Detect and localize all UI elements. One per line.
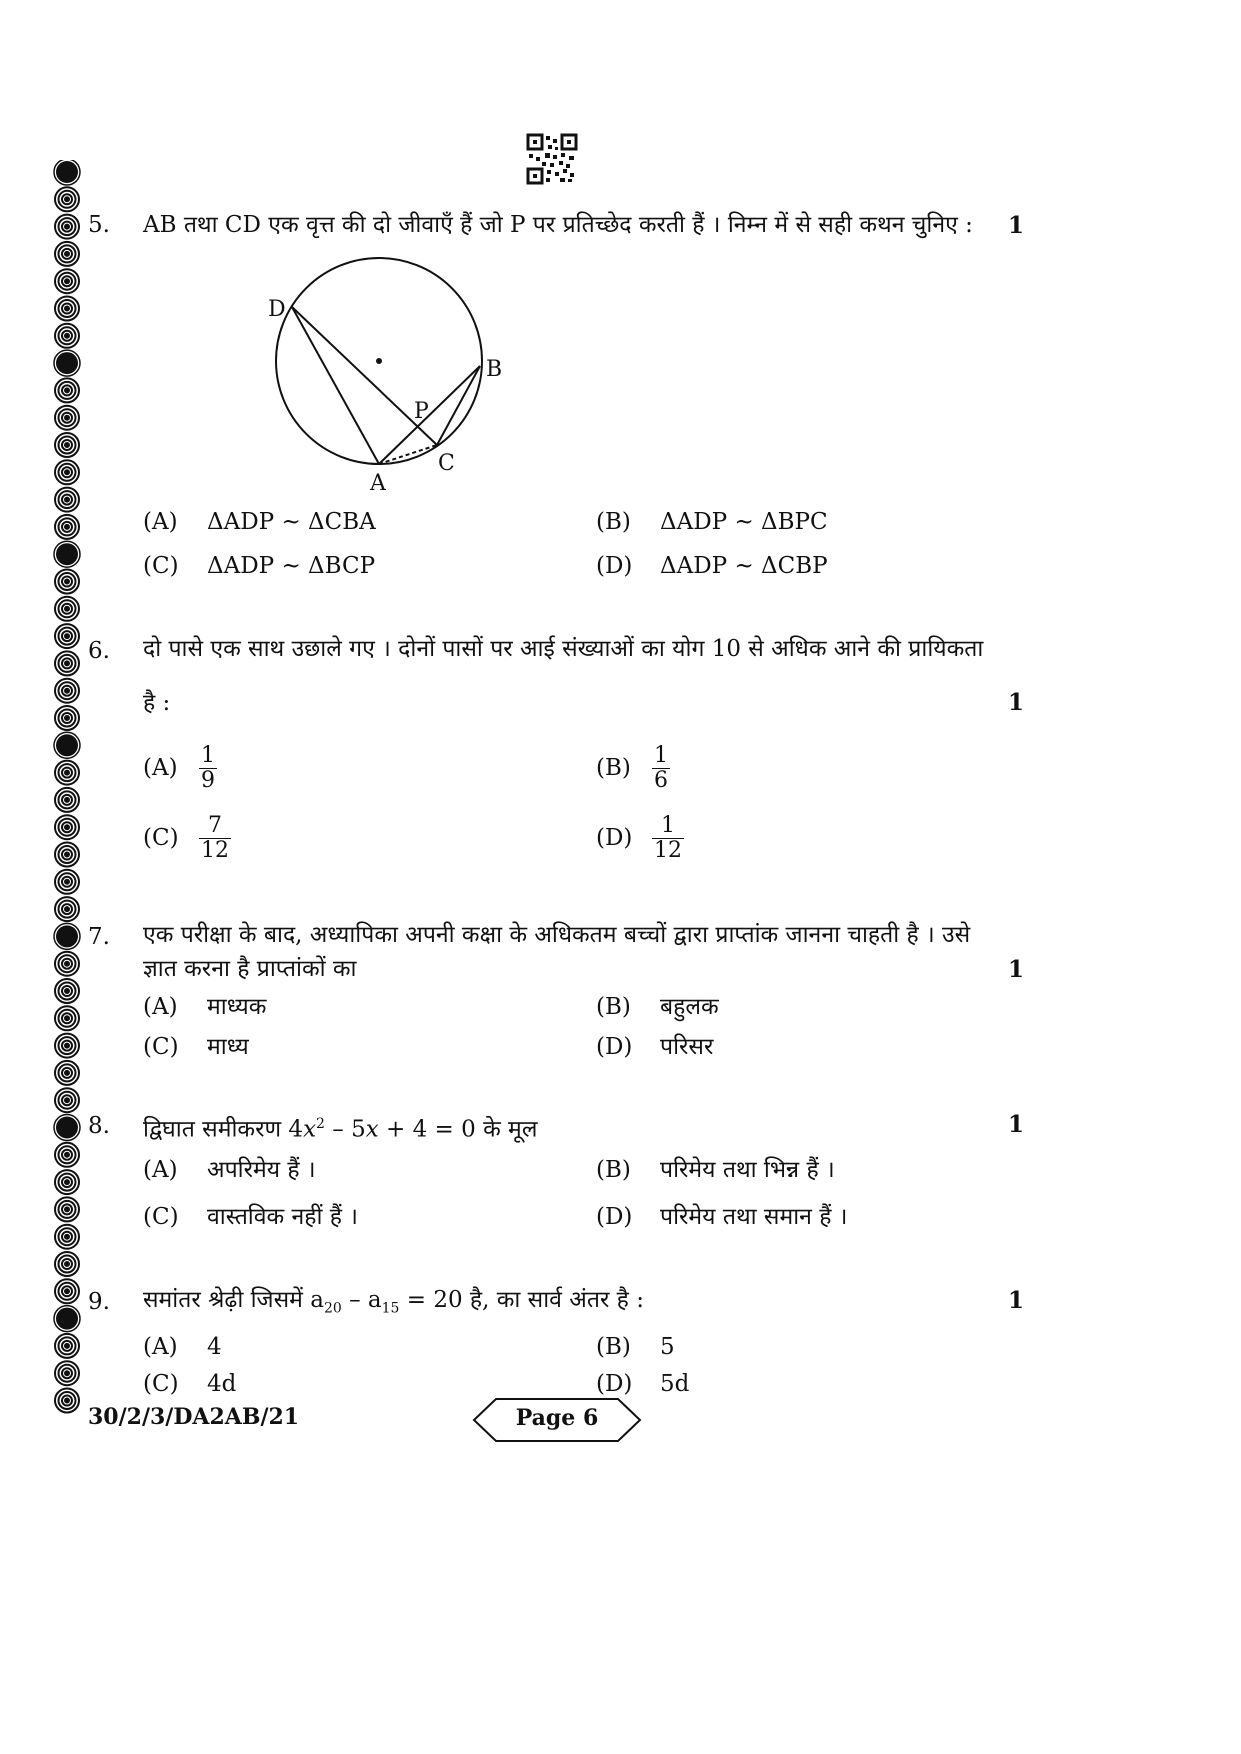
margin-bullet bbox=[55, 488, 79, 512]
margin-bullet bbox=[55, 624, 79, 648]
option-text: ΔADP ~ ΔBCP bbox=[207, 553, 376, 579]
question-9-number: 9. bbox=[88, 1289, 110, 1315]
margin-bullet bbox=[55, 1334, 79, 1358]
page-number: Page 6 bbox=[515, 1405, 599, 1431]
q7-option-c[interactable] bbox=[143, 1032, 249, 1062]
option-text: माध्य bbox=[207, 1034, 249, 1060]
label-b: B bbox=[486, 357, 503, 382]
margin-bullet bbox=[55, 761, 79, 785]
q7-option-d[interactable] bbox=[596, 1032, 713, 1062]
question-6-number: 6. bbox=[88, 638, 110, 664]
q9-option-a[interactable] bbox=[143, 1332, 222, 1362]
option-label: (C) bbox=[143, 1034, 179, 1060]
margin-bullet bbox=[55, 597, 79, 621]
qr-code bbox=[526, 133, 578, 185]
margin-bullet bbox=[55, 378, 79, 402]
margin-bullet bbox=[55, 297, 79, 321]
option-label: (C) bbox=[143, 824, 179, 851]
question-6-text-line2: है : bbox=[143, 690, 171, 716]
margin-bullet bbox=[55, 433, 79, 457]
fraction: $\frac{1}{9}$ bbox=[201, 743, 215, 793]
margin-bullet bbox=[55, 460, 79, 484]
margin-bullet bbox=[55, 242, 79, 266]
margin-bullet bbox=[55, 1361, 79, 1385]
option-text: 5d bbox=[660, 1371, 690, 1397]
margin-bullet bbox=[55, 1061, 79, 1085]
margin-bullet bbox=[55, 897, 79, 921]
question-8-number: 8. bbox=[88, 1113, 110, 1139]
option-text: 4d bbox=[207, 1371, 237, 1397]
margin-bullet bbox=[55, 979, 79, 1003]
option-text: 5 bbox=[660, 1334, 675, 1360]
question-9-text: समांतर श्रेढ़ी जिसमें $a_{20} - a_{15} = 20$ है, का सार्व अंतर है : bbox=[143, 1287, 644, 1317]
q9-option-b[interactable] bbox=[596, 1332, 675, 1362]
option-label: (D) bbox=[596, 1371, 633, 1397]
q5-option-c[interactable] bbox=[143, 551, 375, 581]
question-7-marks: 1 bbox=[1008, 956, 1025, 983]
segment-da bbox=[292, 307, 379, 464]
option-label: (B) bbox=[596, 1334, 631, 1360]
margin-bullet bbox=[55, 215, 79, 239]
margin-bullet bbox=[54, 732, 80, 758]
margin-bullet bbox=[55, 570, 79, 594]
option-label: (D) bbox=[596, 1204, 633, 1230]
fraction: $\frac{7}{12}$ bbox=[201, 813, 229, 863]
margin-bullet bbox=[55, 187, 79, 211]
option-label: (A) bbox=[143, 1157, 178, 1183]
option-text: परिमेय तथा समान हैं । bbox=[660, 1204, 848, 1230]
margin-bullet bbox=[55, 651, 79, 675]
margin-bullet bbox=[55, 1279, 79, 1303]
margin-bullet bbox=[55, 952, 79, 976]
margin-bullet-column bbox=[52, 160, 82, 1430]
circle-chords-figure bbox=[262, 250, 522, 495]
question-5-text: AB तथा CD एक वृत्त की दो जीवाएँ हैं जो P पर प्रतिच्छेद करती हैं । निम्न में से सही कथन चुनिए : bbox=[143, 212, 973, 238]
margin-bullet bbox=[55, 870, 79, 894]
option-text: ΔADP ~ ΔCBA bbox=[207, 509, 376, 535]
option-label: (B) bbox=[596, 1157, 631, 1183]
margin-bullet bbox=[55, 269, 79, 293]
margin-bullet bbox=[55, 706, 79, 730]
question-7-text-line2: ज्ञात करना है प्राप्तांकों का bbox=[143, 956, 357, 982]
question-6-text-line1: दो पासे एक साथ उछाले गए । दोनों पासों पर आई संख्याओं का योग 10 से अधिक आने की प्रायिकता bbox=[143, 636, 984, 662]
margin-bullet bbox=[54, 541, 80, 567]
margin-bullet bbox=[55, 1197, 79, 1221]
q6-option-b[interactable] bbox=[596, 744, 670, 793]
question-6-marks: 1 bbox=[1008, 689, 1025, 716]
margin-bullet bbox=[54, 1306, 80, 1332]
q7-option-a[interactable] bbox=[143, 992, 266, 1022]
q7-option-b[interactable] bbox=[596, 992, 719, 1022]
q8-option-c[interactable] bbox=[143, 1202, 358, 1232]
label-c: C bbox=[438, 451, 455, 476]
fraction: $\frac{1}{6}$ bbox=[654, 743, 668, 793]
q6-option-a[interactable] bbox=[143, 744, 217, 793]
q8-option-d[interactable] bbox=[596, 1202, 847, 1232]
label-p: P bbox=[414, 399, 429, 424]
question-7-text-line1: एक परीक्षा के बाद, अध्यापिका अपनी कक्षा के अधिकतम बच्चों द्वारा प्राप्तांक जानना चाहती है । उसे bbox=[143, 922, 971, 948]
margin-bullet bbox=[55, 1088, 79, 1112]
option-text: परिसर bbox=[660, 1034, 714, 1060]
margin-bullet bbox=[55, 406, 79, 430]
margin-bullet bbox=[55, 1034, 79, 1058]
option-text: 4 bbox=[207, 1334, 222, 1360]
margin-bullet bbox=[55, 1006, 79, 1030]
option-text: बहुलक bbox=[660, 994, 719, 1020]
margin-bullet bbox=[55, 324, 79, 348]
option-text: अपरिमेय हैं । bbox=[207, 1157, 316, 1183]
option-label: (B) bbox=[596, 754, 631, 781]
option-label: (A) bbox=[143, 509, 178, 535]
paper-code: 30/2/3/DA2AB/21 bbox=[88, 1404, 300, 1430]
chord-ab bbox=[379, 366, 480, 464]
fraction: $\frac{1}{12}$ bbox=[654, 813, 682, 863]
option-label: (C) bbox=[143, 1371, 179, 1397]
margin-bullet bbox=[55, 1389, 79, 1413]
option-label: (C) bbox=[143, 1204, 179, 1230]
margin-bullet bbox=[55, 1252, 79, 1276]
q6-option-d[interactable] bbox=[596, 814, 684, 863]
chord-dc bbox=[292, 307, 437, 445]
margin-bullet bbox=[54, 923, 80, 949]
option-label: (A) bbox=[143, 994, 178, 1020]
option-text: माध्यक bbox=[207, 994, 267, 1020]
question-8-text: द्विघात समीकरण $4x^2 - 5x + 4 = 0$ के मूल bbox=[143, 1116, 538, 1143]
margin-bullet bbox=[55, 1170, 79, 1194]
margin-bullet bbox=[55, 515, 79, 539]
q8-option-a[interactable] bbox=[143, 1155, 316, 1185]
margin-bullet bbox=[54, 160, 80, 185]
q8-option-b[interactable] bbox=[596, 1155, 835, 1185]
margin-bullet bbox=[54, 1115, 80, 1141]
option-text: वास्तविक नहीं हैं । bbox=[207, 1204, 359, 1230]
q9-option-d[interactable] bbox=[596, 1369, 689, 1399]
question-5-marks: 1 bbox=[1008, 212, 1025, 239]
question-5-number: 5. bbox=[88, 212, 110, 238]
margin-bullet bbox=[55, 1143, 79, 1167]
option-label: (C) bbox=[143, 553, 179, 579]
option-text: ΔADP ~ ΔCBP bbox=[660, 553, 828, 579]
q5-option-b[interactable] bbox=[596, 507, 828, 537]
option-label: (B) bbox=[596, 994, 631, 1020]
question-7-number: 7. bbox=[88, 924, 110, 950]
margin-bullet bbox=[55, 815, 79, 839]
option-label: (A) bbox=[143, 1334, 178, 1360]
option-label: (B) bbox=[596, 509, 631, 535]
q5-option-a[interactable] bbox=[143, 507, 376, 537]
margin-bullet bbox=[55, 679, 79, 703]
q5-option-d[interactable] bbox=[596, 551, 828, 581]
label-d: D bbox=[268, 297, 286, 322]
option-label: (D) bbox=[596, 1034, 633, 1060]
circle-center-dot bbox=[376, 358, 382, 364]
margin-bullet bbox=[55, 843, 79, 867]
margin-bullet bbox=[54, 350, 80, 376]
option-text: ΔADP ~ ΔBPC bbox=[660, 509, 828, 535]
margin-bullet bbox=[55, 1225, 79, 1249]
option-text: परिमेय तथा भिन्न हैं । bbox=[660, 1157, 835, 1183]
q9-option-c[interactable] bbox=[143, 1369, 236, 1399]
q6-option-c[interactable] bbox=[143, 814, 231, 863]
question-9-marks: 1 bbox=[1008, 1287, 1025, 1314]
label-a: A bbox=[370, 471, 386, 495]
option-label: (A) bbox=[143, 754, 178, 781]
question-8-marks: 1 bbox=[1008, 1111, 1025, 1138]
option-label: (D) bbox=[596, 553, 633, 579]
segment-bc bbox=[437, 366, 480, 445]
option-label: (D) bbox=[596, 824, 633, 851]
margin-bullet bbox=[55, 788, 79, 812]
